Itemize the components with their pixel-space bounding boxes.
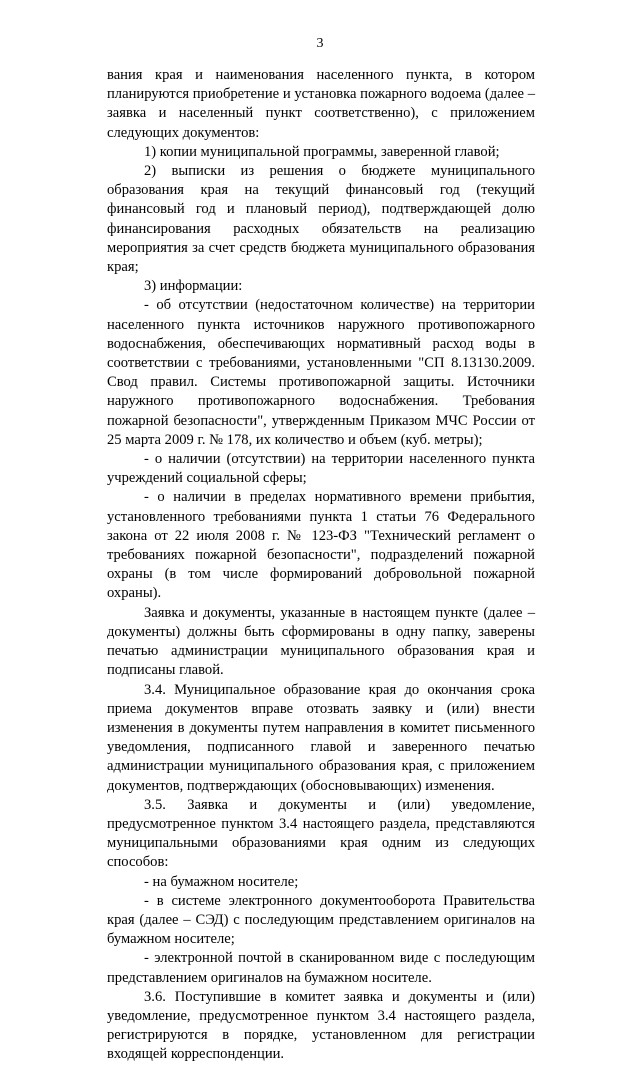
paragraph: - об отсутствии (недостаточном количестве) на территории населенного пункта источников наружного противопожарного водоснабжения, обеспечивающих нормативный расход воды в соответствии с требованиями, установленными "СП 8.13130.2009. Свод правил. Системы противопожарной защиты. Источники наружного противопожарного водоснабжения. Требования пожарной безопасности", утвержденным Приказом МЧС России от 25 марта 2009 г. № 178, их количество и объем (куб. метры); bbox=[107, 297, 535, 448]
paragraph: - электронной почтой в сканированном виде с последующим представлением оригиналов на бумажном носителе. bbox=[107, 950, 535, 986]
paragraph: - на бумажном носителе; bbox=[144, 873, 299, 890]
paragraph: - в системе электронного документооборота Правительства края (далее – СЭД) с последующим представлением оригиналов на бумажном носителе; bbox=[107, 892, 535, 948]
paragraph: 1) копии муниципальной программы, заверенной главой; bbox=[144, 143, 500, 160]
paragraph: Заявка и документы, указанные в настоящем пункте (далее – документы) должны быть сформированы в одну папку, заверены печатью администрации муниципального образования края и подписаны главой. bbox=[107, 604, 535, 679]
paragraph: вания края и наименования населенного пункта, в котором планируются приобретение и установка пожарного водоема (далее – заявка и населенный пункт соответственно), с приложением следующих документов: bbox=[107, 67, 535, 141]
paragraph: 3) информации: bbox=[144, 278, 243, 295]
paragraph: - о наличии в пределах нормативного времени прибытия, установленного требованиями пункта 1 статьи 76 Федерального закона от 22 июля 2008 г. № 123-ФЗ "Технический регламент о требованиях пожарной безопасности", подразделений пожарной охраны (в том числе формирований добровольной пожарной охраны). bbox=[107, 489, 535, 602]
paragraph: 2) выписки из решения о бюджете муниципального образования края на текущий финансовый год (текущий финансовый год и плановый период), подтверждающей долю финансирования расходных обязательств на реализацию мероприятия за счет средств бюджета муниципального образования края; bbox=[107, 163, 535, 276]
page-number: 3 bbox=[316, 36, 324, 51]
paragraph: 3.4. Муниципальное образование края до окончания срока приема документов вправе отозвать заявку и (или) внести изменения в документы путем направления в комитет письменного уведомления, подписанного главой и заверенного печатью администрации муниципального образования края, с приложением документов, подтверждающих (обосновывающих) изменения. bbox=[107, 681, 535, 794]
paragraph: - о наличии (отсутствии) на территории населенного пункта учреждений социальной сферы; bbox=[107, 451, 535, 487]
document-body bbox=[107, 66, 535, 1065]
paragraph: 3.5. Заявка и документы и (или) уведомление, предусмотренное пунктом 3.4 настоящего раздела, представляются муниципальными образованиями края одним из следующих способов: bbox=[107, 796, 535, 871]
paragraph: 3.6. Поступившие в комитет заявка и документы и (или) уведомление, предусмотренное пунктом 3.4 настоящего раздела, регистрируются в порядке, установленном для регистрации входящей корреспонденции. bbox=[107, 988, 535, 1063]
